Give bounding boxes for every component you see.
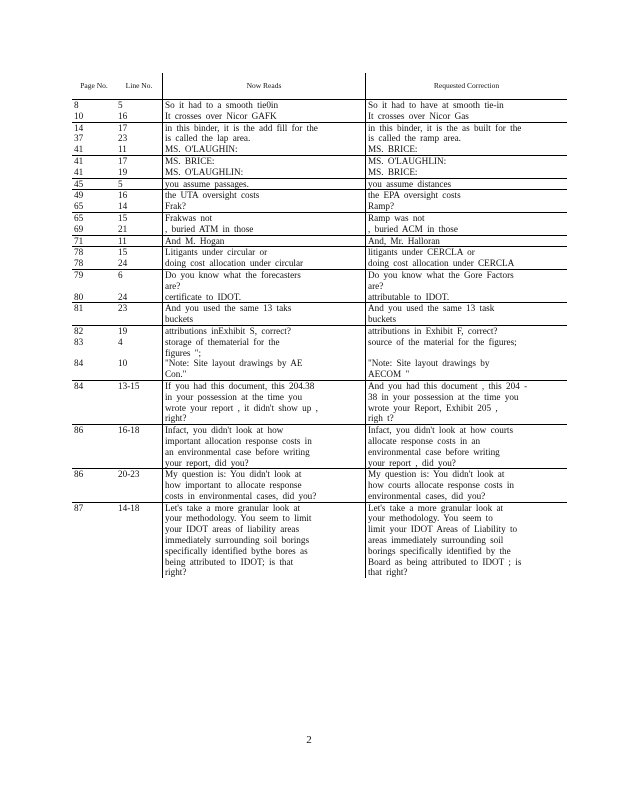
cell-line: And you used the same 13 taks bbox=[165, 303, 292, 314]
cell-line: 10 bbox=[74, 110, 84, 121]
table-header-row bbox=[72, 73, 567, 100]
cell-line: 37 bbox=[74, 133, 84, 144]
cell-line: attributions inExhibit S, correct? bbox=[165, 325, 291, 336]
cell-requested-correction bbox=[366, 190, 568, 213]
table-row bbox=[72, 380, 567, 424]
table-row bbox=[72, 425, 567, 469]
cell-now-reads bbox=[163, 380, 366, 424]
cell-page-no bbox=[72, 122, 116, 155]
cell-line: is called the ramp area. bbox=[368, 133, 461, 144]
header-page-no: Page No. bbox=[72, 73, 116, 100]
cell-line: Infact, you didn't look at how bbox=[165, 425, 284, 436]
errata-table bbox=[72, 73, 567, 578]
cell-line: your IDOT areas of liability areas bbox=[165, 524, 300, 535]
cell-line: your report, did you? bbox=[165, 457, 249, 468]
cell-line: 10 bbox=[118, 358, 128, 369]
cell-page-no bbox=[72, 247, 116, 270]
table-row bbox=[72, 269, 567, 302]
errata-body bbox=[72, 100, 567, 579]
cell-requested-correction bbox=[366, 155, 568, 178]
cell-line: 23 bbox=[118, 303, 128, 314]
cell-line: 5 bbox=[118, 100, 123, 110]
cell-line: And you had this document , this 204 - bbox=[368, 380, 528, 391]
cell-requested-correction bbox=[366, 212, 568, 235]
cell-line: wrote your report , it didn't show up , bbox=[165, 402, 318, 413]
cell-line: 17 bbox=[118, 122, 128, 133]
cell-line: 15 bbox=[118, 247, 128, 258]
cell-now-reads bbox=[163, 178, 366, 190]
cell-line: your methodology. You seem to bbox=[368, 513, 493, 524]
cell-page-no bbox=[72, 100, 116, 123]
cell-page-no bbox=[72, 178, 116, 190]
cell-line: MS. BRICE: bbox=[368, 166, 418, 177]
table-row bbox=[72, 212, 567, 235]
cell-line: 20-23 bbox=[118, 469, 140, 480]
cell-line-no bbox=[116, 303, 163, 326]
cell-line-no bbox=[116, 178, 163, 190]
cell-line: 86 bbox=[74, 469, 84, 480]
cell-now-reads bbox=[163, 325, 366, 380]
cell-line: allocate response costs in an bbox=[368, 435, 481, 446]
cell-line: 45 bbox=[74, 178, 84, 189]
cell-line: 11 bbox=[118, 235, 127, 246]
cell-page-no bbox=[72, 325, 116, 380]
cell-now-reads bbox=[163, 212, 366, 235]
cell-line: litigants under CERCLA or bbox=[368, 247, 475, 258]
cell-page-no bbox=[72, 380, 116, 424]
cell-line: attributions in Exhibit F, correct? bbox=[368, 325, 498, 336]
cell-line: 11 bbox=[118, 144, 127, 155]
cell-line: in this binder, it is the add fill for the bbox=[165, 122, 318, 133]
cell-line: Do you know what the forecasters bbox=[165, 269, 301, 280]
cell-line: costs in environmental cases, did you? bbox=[165, 490, 317, 501]
cell-line: , buried ATM in those bbox=[165, 223, 254, 234]
cell-line-no bbox=[116, 100, 163, 123]
cell-line: source of the material for the figures; bbox=[368, 336, 517, 347]
cell-line: Frak? bbox=[165, 201, 186, 212]
cell-requested-correction bbox=[366, 303, 568, 326]
cell-line: Frakwas not bbox=[165, 212, 213, 223]
cell-now-reads bbox=[163, 100, 366, 123]
cell-line: "Note: Site layout drawings by bbox=[368, 358, 490, 369]
cell-line: My question is: You didn't look at bbox=[368, 469, 505, 480]
cell-line: 69 bbox=[74, 223, 84, 234]
cell-line-no bbox=[116, 122, 163, 155]
cell-line: AECOM " bbox=[368, 369, 410, 380]
cell-line: It crosses over Nicor GAFK bbox=[165, 110, 277, 121]
cell-line-no bbox=[116, 325, 163, 380]
cell-line: right? bbox=[165, 567, 187, 578]
cell-line: storage of thematerial for the bbox=[165, 336, 280, 347]
cell-now-reads bbox=[163, 122, 366, 155]
cell-line: Do you know what the Gore Factors bbox=[368, 269, 514, 280]
cell-line: 24 bbox=[118, 258, 128, 269]
cell-line bbox=[118, 348, 160, 359]
cell-line: attributable to IDOT. bbox=[368, 291, 450, 302]
cell-line: 82 bbox=[74, 325, 84, 336]
cell-line: 78 bbox=[74, 247, 84, 258]
cell-line: 41 bbox=[74, 144, 84, 155]
cell-line: 71 bbox=[74, 235, 84, 246]
cell-requested-correction bbox=[366, 178, 568, 190]
cell-line: MS. O'LAUGHLIN: bbox=[368, 155, 447, 166]
cell-line: And, Mr. Halloran bbox=[368, 235, 440, 246]
table-row bbox=[72, 122, 567, 155]
table-row bbox=[72, 155, 567, 178]
cell-line: "Note: Site layout drawings by AE bbox=[165, 358, 303, 369]
cell-line: wrote your Report, Exhibit 205 , bbox=[368, 402, 498, 413]
table-row bbox=[72, 190, 567, 213]
cell-line bbox=[368, 348, 565, 359]
cell-line: MS. O'LAUGHIN: bbox=[165, 144, 238, 155]
cell-line: you assume distances bbox=[368, 178, 452, 189]
cell-line: how important to allocate response bbox=[165, 480, 302, 491]
cell-line: figures "; bbox=[165, 347, 202, 358]
cell-line: how courts allocate response costs in bbox=[368, 480, 514, 491]
cell-line: the UTA oversight costs bbox=[165, 190, 260, 201]
cell-line: Con." bbox=[165, 369, 187, 380]
cell-line: 79 bbox=[74, 269, 84, 280]
cell-line: Let's take a more granular look at bbox=[165, 502, 301, 513]
cell-line-no bbox=[116, 502, 163, 578]
cell-requested-correction bbox=[366, 325, 568, 380]
cell-line: immediately surrounding soil borings bbox=[165, 535, 310, 546]
cell-line: 16 bbox=[118, 190, 128, 201]
cell-line: 84 bbox=[74, 380, 84, 391]
cell-page-no bbox=[72, 212, 116, 235]
cell-now-reads bbox=[163, 190, 366, 213]
cell-line: 38 in your possession at the time you bbox=[368, 391, 519, 402]
table-row bbox=[72, 247, 567, 270]
cell-line: 81 bbox=[74, 303, 84, 314]
cell-requested-correction bbox=[366, 122, 568, 155]
cell-line bbox=[74, 281, 114, 292]
cell-line: 41 bbox=[74, 166, 84, 177]
cell-line: 65 bbox=[74, 212, 84, 223]
cell-requested-correction bbox=[366, 235, 568, 247]
cell-page-no bbox=[72, 469, 116, 502]
cell-line: buckets bbox=[368, 314, 397, 325]
cell-line: certificate to IDOT. bbox=[165, 291, 242, 302]
cell-line-no bbox=[116, 212, 163, 235]
cell-line: 24 bbox=[118, 291, 128, 302]
cell-line: 14 bbox=[118, 201, 128, 212]
cell-line: your methodology. You seem to limit bbox=[165, 513, 312, 524]
cell-line: important allocation response costs in bbox=[165, 435, 312, 446]
cell-line: 86 bbox=[74, 425, 84, 436]
cell-line: Board as being attributed to IDOT ; is bbox=[368, 556, 522, 567]
cell-line: limit your IDOT Areas of Liability to bbox=[368, 524, 518, 535]
cell-requested-correction bbox=[366, 380, 568, 424]
cell-requested-correction bbox=[366, 425, 568, 469]
cell-now-reads bbox=[163, 303, 366, 326]
cell-line: 78 bbox=[74, 258, 84, 269]
cell-line: MS. O'LAUGHLIN: bbox=[165, 166, 244, 177]
cell-requested-correction bbox=[366, 502, 568, 578]
cell-line: MS. BRICE: bbox=[368, 144, 418, 155]
cell-line-no bbox=[116, 469, 163, 502]
cell-line: 4 bbox=[118, 336, 123, 347]
cell-line: 8 bbox=[74, 100, 79, 110]
cell-line-no bbox=[116, 235, 163, 247]
table-row bbox=[72, 178, 567, 190]
cell-line: right? bbox=[165, 413, 187, 424]
cell-line: MS. BRICE: bbox=[165, 155, 215, 166]
cell-page-no bbox=[72, 155, 116, 178]
cell-line-no bbox=[116, 155, 163, 178]
cell-page-no bbox=[72, 303, 116, 326]
cell-line: 16 bbox=[118, 110, 128, 121]
cell-line: So it had to have at smooth tie-in bbox=[368, 100, 504, 110]
cell-line: 5 bbox=[118, 178, 123, 189]
cell-line: righ t? bbox=[368, 413, 394, 424]
cell-now-reads bbox=[163, 425, 366, 469]
cell-line: 21 bbox=[118, 223, 128, 234]
table-row bbox=[72, 469, 567, 502]
cell-line: environmental cases, did you? bbox=[368, 490, 486, 501]
cell-line: 23 bbox=[118, 133, 128, 144]
cell-line bbox=[74, 348, 114, 359]
header-requested-correction: Requested Correction bbox=[366, 73, 568, 100]
table-row bbox=[72, 325, 567, 380]
cell-line: If you had this document, this 204.38 bbox=[165, 380, 315, 391]
cell-line: 87 bbox=[74, 502, 84, 513]
cell-line: 83 bbox=[74, 336, 84, 347]
cell-now-reads bbox=[163, 155, 366, 178]
cell-line: And M. Hogan bbox=[165, 235, 225, 246]
cell-line: 41 bbox=[74, 155, 84, 166]
cell-requested-correction bbox=[366, 247, 568, 270]
cell-line: that right? bbox=[368, 567, 408, 578]
table-row bbox=[72, 235, 567, 247]
table-row bbox=[72, 100, 567, 123]
cell-line bbox=[118, 369, 160, 380]
cell-now-reads bbox=[163, 469, 366, 502]
cell-line: So it had to a smooth tie0in bbox=[165, 100, 279, 110]
cell-requested-correction bbox=[366, 100, 568, 123]
cell-page-no bbox=[72, 235, 116, 247]
page-number: 2 bbox=[306, 734, 312, 746]
cell-line: borings specifically identified by the bbox=[368, 545, 511, 556]
cell-line: your report , did you? bbox=[368, 457, 456, 468]
cell-page-no bbox=[72, 190, 116, 213]
cell-line: buckets bbox=[165, 314, 194, 325]
cell-line: 16-18 bbox=[118, 425, 140, 436]
cell-now-reads bbox=[163, 502, 366, 578]
cell-line: 80 bbox=[74, 291, 84, 302]
cell-line-no bbox=[116, 247, 163, 270]
cell-line: 6 bbox=[118, 269, 123, 280]
cell-now-reads bbox=[163, 269, 366, 302]
cell-line: areas immediately surrounding soil bbox=[368, 535, 504, 546]
cell-line: 14 bbox=[74, 122, 84, 133]
cell-line-no bbox=[116, 425, 163, 469]
cell-line: is called the lap area. bbox=[165, 133, 251, 144]
cell-requested-correction bbox=[366, 269, 568, 302]
cell-line: doing cost allocation under circular bbox=[165, 258, 304, 269]
cell-line: 49 bbox=[74, 190, 84, 201]
cell-line-no bbox=[116, 190, 163, 213]
header-now-reads: Now Reads bbox=[163, 73, 366, 100]
cell-line: are? bbox=[165, 280, 181, 291]
cell-line: being attributed to IDOT; is that bbox=[165, 556, 294, 567]
cell-line: in this binder, it is the as built for the bbox=[368, 122, 522, 133]
cell-line: 13-15 bbox=[118, 380, 140, 391]
table-row bbox=[72, 502, 567, 578]
cell-line: doing cost allocation under CERCLA bbox=[368, 258, 515, 269]
cell-page-no bbox=[72, 269, 116, 302]
cell-line: the EPA oversight costs bbox=[368, 190, 461, 201]
cell-line: an environmental case before writing bbox=[165, 446, 310, 457]
cell-line: Infact, you didn't look at how courts bbox=[368, 425, 514, 436]
cell-line: Let's take a more granular look at bbox=[368, 502, 504, 513]
cell-line: It crosses over Nicor Gas bbox=[368, 110, 469, 121]
cell-line: , buried ACM in those bbox=[368, 223, 458, 234]
cell-line: 14-18 bbox=[118, 502, 140, 513]
cell-line: 17 bbox=[118, 155, 128, 166]
cell-line bbox=[74, 369, 114, 380]
header-line-no: Line No. bbox=[116, 73, 163, 100]
cell-line: Litigants under circular or bbox=[165, 247, 268, 258]
cell-line: 19 bbox=[118, 166, 128, 177]
cell-line: 15 bbox=[118, 212, 128, 223]
cell-line: in your possession at the time you bbox=[165, 391, 303, 402]
cell-line bbox=[118, 281, 160, 292]
cell-line: 65 bbox=[74, 201, 84, 212]
cell-line: My question is: You didn't look at bbox=[165, 469, 302, 480]
cell-line: specifically identified bythe bores as bbox=[165, 545, 308, 556]
cell-line: 84 bbox=[74, 358, 84, 369]
cell-page-no bbox=[72, 502, 116, 578]
cell-line: And you used the same 13 task bbox=[368, 303, 495, 314]
cell-line: are? bbox=[368, 280, 384, 291]
cell-requested-correction bbox=[366, 469, 568, 502]
cell-line: environmental case before writing bbox=[368, 446, 500, 457]
cell-line-no bbox=[116, 380, 163, 424]
cell-line: Ramp was not bbox=[368, 212, 425, 223]
cell-page-no bbox=[72, 425, 116, 469]
table-row bbox=[72, 303, 567, 326]
cell-line: Ramp? bbox=[368, 201, 395, 212]
cell-line-no bbox=[116, 269, 163, 302]
cell-now-reads bbox=[163, 247, 366, 270]
cell-line: 19 bbox=[118, 325, 128, 336]
cell-line: you assume passages. bbox=[165, 178, 249, 189]
cell-now-reads bbox=[163, 235, 366, 247]
